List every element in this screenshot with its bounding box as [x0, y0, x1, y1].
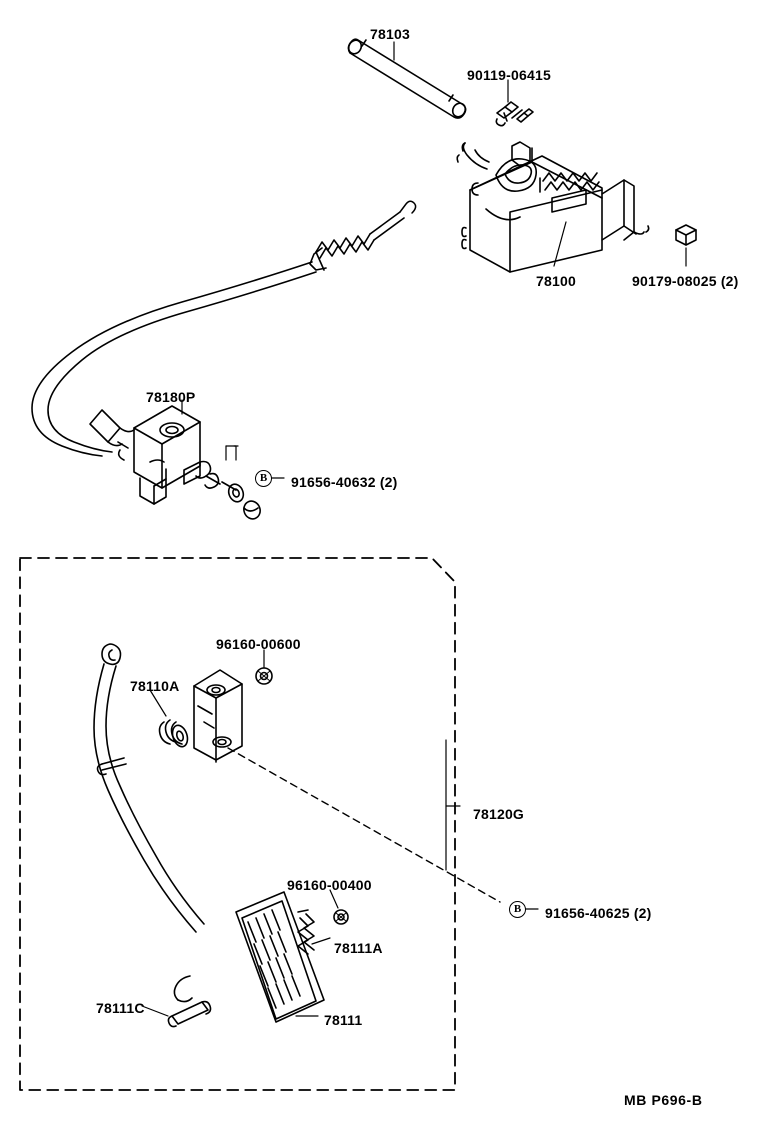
- part-78110A-bushing: [160, 720, 191, 749]
- part-90179-08025-nut: [676, 225, 696, 245]
- part-label-78180P: 78180P: [146, 389, 196, 405]
- part-78111-pedal-pad: [236, 892, 324, 1022]
- accelerator-cable: [32, 201, 416, 456]
- part-label-78120G: 78120G: [473, 806, 525, 822]
- part-label-91656-40625: 91656-40625 (2): [545, 905, 652, 921]
- part-label-78110A: 78110A: [130, 678, 180, 694]
- part-label-78111: 78111: [324, 1012, 363, 1028]
- part-78103-rod: [346, 38, 468, 119]
- bolt-marker-icon: B: [255, 470, 272, 487]
- diagram-footer-code: MB P696-B: [624, 1092, 703, 1108]
- part-label-96160-00400: 96160-00400: [287, 877, 372, 893]
- part-label-78103: 78103: [370, 26, 410, 42]
- part-96160-00400-grommet: [334, 910, 348, 924]
- part-96160-00600-grommet: [256, 668, 272, 684]
- part-label-90179-08025: 90179-08025 (2): [632, 273, 739, 289]
- part-78180P-body: [118, 406, 263, 521]
- part-label-91656-40632: 91656-40632 (2): [291, 474, 398, 490]
- part-label-96160-00600: 96160-00600: [216, 636, 301, 652]
- part-label-90119-06415: 90119-06415: [467, 67, 551, 83]
- part-78120G-bracket: [194, 670, 242, 762]
- part-label-78111A: 78111A: [334, 940, 383, 956]
- part-78111A-spring: [298, 910, 314, 954]
- part-78100-bracket: [457, 142, 648, 272]
- part-78111C-pin: [168, 1002, 210, 1027]
- part-label-78100: 78100: [536, 273, 576, 289]
- part-78110-pedal-arm: [94, 644, 204, 1002]
- bolt-marker-icon: B: [509, 901, 526, 918]
- part-90119-06415-bolt: [496, 102, 533, 126]
- part-label-78111C: 78111C: [96, 1000, 145, 1016]
